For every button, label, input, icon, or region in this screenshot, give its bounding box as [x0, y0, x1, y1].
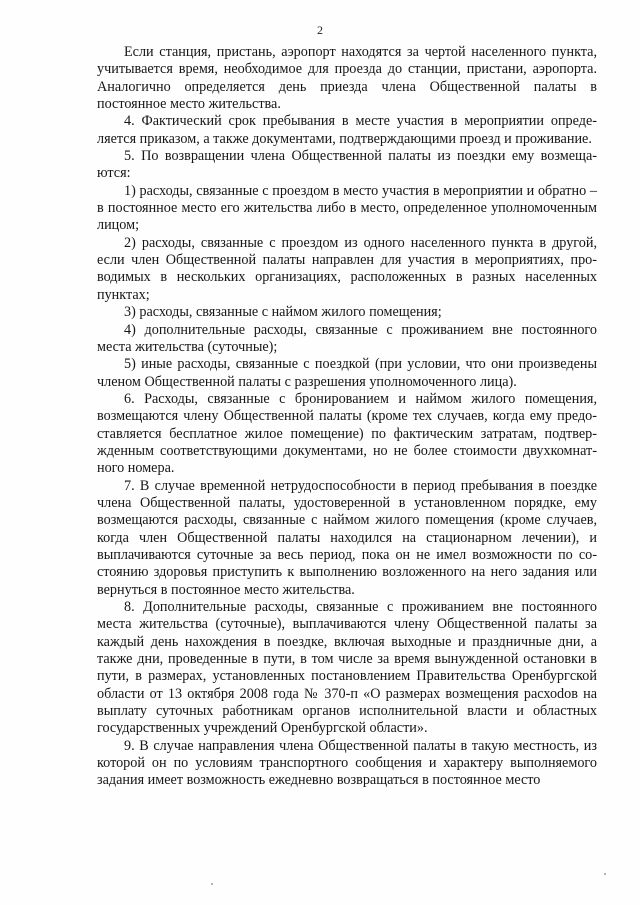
paragraph: 5) иные расходы, связанные с поездкой (при условии, что они произведены членом Общественной палаты с разрешения уполномоченного лица).	[97, 356, 597, 390]
paragraph: 4) дополнительные расходы, связанные с проживанием вне постоянного места жительства (суточные);	[97, 321, 597, 355]
paragraph: 1) расходы, связанные с проездом в место участия в мероприятии и обратно – в постоянное место его жительства либо в место, определенное уполномоченным лицом;	[97, 182, 597, 234]
paragraph: Если станция, пристань, аэропорт находятся за чертой населенного пункта, учитывается время, необходимое для проезда до станции, пристани, аэропорта. Аналогично определяется день приезда члена Общественной палаты в постоянное место жительства.	[97, 44, 597, 113]
paragraph: 9. В случае направления члена Общественной палаты в такую местность, из которой он по условиям транспортного сообщения и характеру выполняемого задания имеет возможность ежедневно возвращаться в постоянное место	[97, 737, 597, 789]
paragraph: 5. По возвращении члена Общественной палаты из поездки ему возмещаются:	[97, 148, 597, 182]
scan-speck	[604, 873, 606, 875]
paragraph: 7. В случае временной нетрудоспособности в период пребывания в поездке члена Общественной палаты, удостоверенной в установленном порядке, ему возмещаются расходы, связанные с наймом жилого помещения (кроме случаев, когда член Общественной палаты находился на стационарном лечении), и выплачиваются суточные за весь период, пока он не имел возможности по состоянию здоровья приступить к выполнению возложенного на него задания или вернуться в постоянное место жительства.	[97, 477, 597, 598]
paragraph: 3) расходы, связанные с наймом жилого помещения;	[124, 304, 442, 321]
document-body	[97, 44, 597, 790]
paragraph: 4. Фактический срок пребывания в месте участия в мероприятии определяется приказом, а также документами, подтверждающими проезд и проживание.	[97, 113, 597, 147]
page-number: 2	[317, 23, 323, 37]
paragraph: 6. Расходы, связанные с бронированием и наймом жилого помещения, возмещаются члену Общественной палаты (кроме тех случаев, когда ему предоставляется бесплатное жилое помещение) по фактическим затратам, подтвержденным соответствующими документами, но не более стоимости двухкомнатного номера.	[97, 390, 597, 477]
paragraph: 2) расходы, связанные с проездом из одного населенного пункта в другой, если член Общественной палаты направлен для участия в мероприятиях, проводимых в нескольких организациях, расположенных в разных населенных пунктах;	[97, 234, 597, 303]
paragraph: 8. Дополнительные расходы, связанные с проживанием вне постоянного места жительства (суточные), выплачиваются члену Общественной палаты за каждый день нахождения в поездке, включая выходные и праздничные дни, а также дни, проведенные в пути, в том числе за время вынужденной остановки в пути, в размерах, установленных постановлением Правительства Оренбургской области от 13 октября 2008 года № 370-п «О размерах возмещения расхоdов на выплату суточных работникам органов исполнительной власти и областных государственных учреждений Оренбургской области».	[97, 599, 597, 737]
scan-speck	[211, 883, 213, 885]
